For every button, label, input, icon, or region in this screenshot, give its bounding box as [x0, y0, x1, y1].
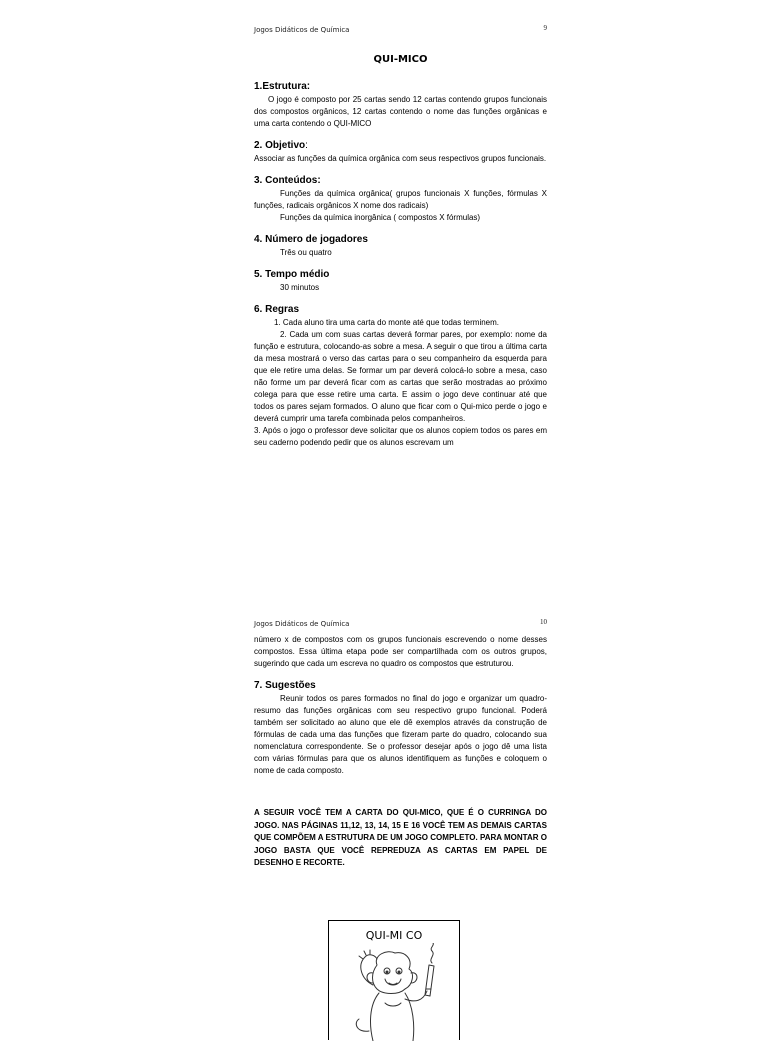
section-text-sugestoes: Reunir todos os pares formados no final do jogo e organizar um quadro-resumo das funções orgânicas com seu respectivo grupo funcional. Poderá também ser solicitado ao aluno que ele dê exemplos através da construção de fórmulas de cada uma das funções que fizeram parte do quadro, colocando sua nomenclatura correspondente. Se o professor desejar após o jogo dê uma lista com várias fórmulas para que os alunos identifiquem as funções e coloquem o nome de cada composto.	[254, 694, 547, 775]
rule-3: 3. Após o jogo o professor deve solicitar que os alunos copiem todos os pares em seu caderno podendo pedir que os alunos escrevam um	[254, 426, 547, 447]
rule-2: 2. Cada um com suas cartas deverá formar pares, por exemplo: nome da função e estrutura, colocando-as sobre a mesa. A seguir o que tirou a última carta da mesa mostrará o verso das cartas para o seu companheiro da esquerda para que ele retire uma delas. Se formar um par deverá colocá-lo sobre a mesa, caso não forme um par deverá ficar com as cartas que serão mostradas ao próximo colega para que esse retire uma carta. E assim o jogo deve continuar até que todos os pares sejam formados. O aluno que ficar com o Qui-mico perde o jogo e deverá cumprir uma tarefa combinada pelos companheiros.	[254, 330, 547, 423]
page-9	[254, 22, 547, 449]
running-header	[254, 616, 547, 628]
qui-mico-card	[328, 920, 460, 1040]
monkey-illustration	[343, 943, 447, 1041]
section-heading-conteudos: 3. Conteúdos:	[254, 175, 321, 186]
rule-1: 1. Cada aluno tira uma carta do monte até que todas terminem.	[274, 318, 500, 327]
continuation-text: número x de compostos com os grupos funcionais escrevendo o nome desses compostos. Essa última etapa pode ser compartilhada com os outros grupos, sugerindo que cada um escreva no quadro os compostos que estruturou.	[254, 635, 547, 668]
running-header	[254, 22, 547, 34]
page-10	[254, 616, 547, 942]
document-title: QUI-MICO	[373, 54, 428, 65]
section-text-estrutura: O jogo é composto por 25 cartas sendo 12 cartas contendo grupos funcionais dos compostos orgânicos, 12 cartas contendo o nome das funções orgânicas e uma carta contendo o QUI-MICO	[254, 95, 547, 128]
section-heading-sugestoes: 7. Sugestões	[254, 680, 316, 691]
card-title: QUI-MI CO	[365, 929, 423, 942]
page-number: 10	[540, 618, 547, 626]
page-number: 9	[543, 24, 547, 32]
section-text-tempo: 30 minutos	[280, 283, 320, 292]
header-title: Jogos Didáticos de Química	[254, 26, 350, 34]
section-text-objetivo: Associar as funções da química orgânica com seus respectivos grupos funcionais.	[254, 154, 547, 163]
notice-text: A SEGUIR VOCÊ TEM A CARTA DO QUI-MICO, QUE É O CURRINGA DO JOGO. NAS PÁGINAS 11,12, 13, 14, 15 E 16 VOCÊ TEM AS DEMAIS CARTAS QUE COMPÕEM A ESTRUTURA DE UM JOGO COMPLETO. PARA MONTAR O JOGO BASTA QUE VOCÊ REPREDUZA AS CARTAS EM PAPEL DE DESENHO E RECORTE.	[254, 808, 547, 867]
section-text-jogadores: Três ou quatro	[280, 248, 332, 257]
section-heading-estrutura: 1.Estrutura:	[254, 81, 311, 92]
conteudos-line-1: Funções da química orgânica( grupos funcionais X funções, fórmulas X funções, radicais orgânicos X nome dos radicais)	[254, 189, 547, 210]
section-heading-regras: 6. Regras	[254, 304, 300, 315]
objetivo-heading-text: 2. Objetivo	[254, 140, 306, 151]
section-heading-jogadores: 4. Número de jogadores	[254, 234, 368, 245]
conteudos-line-2: Funções da química inorgânica ( compostos X fórmulas)	[280, 213, 481, 222]
section-heading-objetivo	[254, 140, 547, 152]
section-heading-tempo: 5. Tempo médio	[254, 269, 330, 280]
header-title: Jogos Didáticos de Química	[254, 620, 350, 628]
objetivo-heading-colon: :	[305, 140, 308, 151]
